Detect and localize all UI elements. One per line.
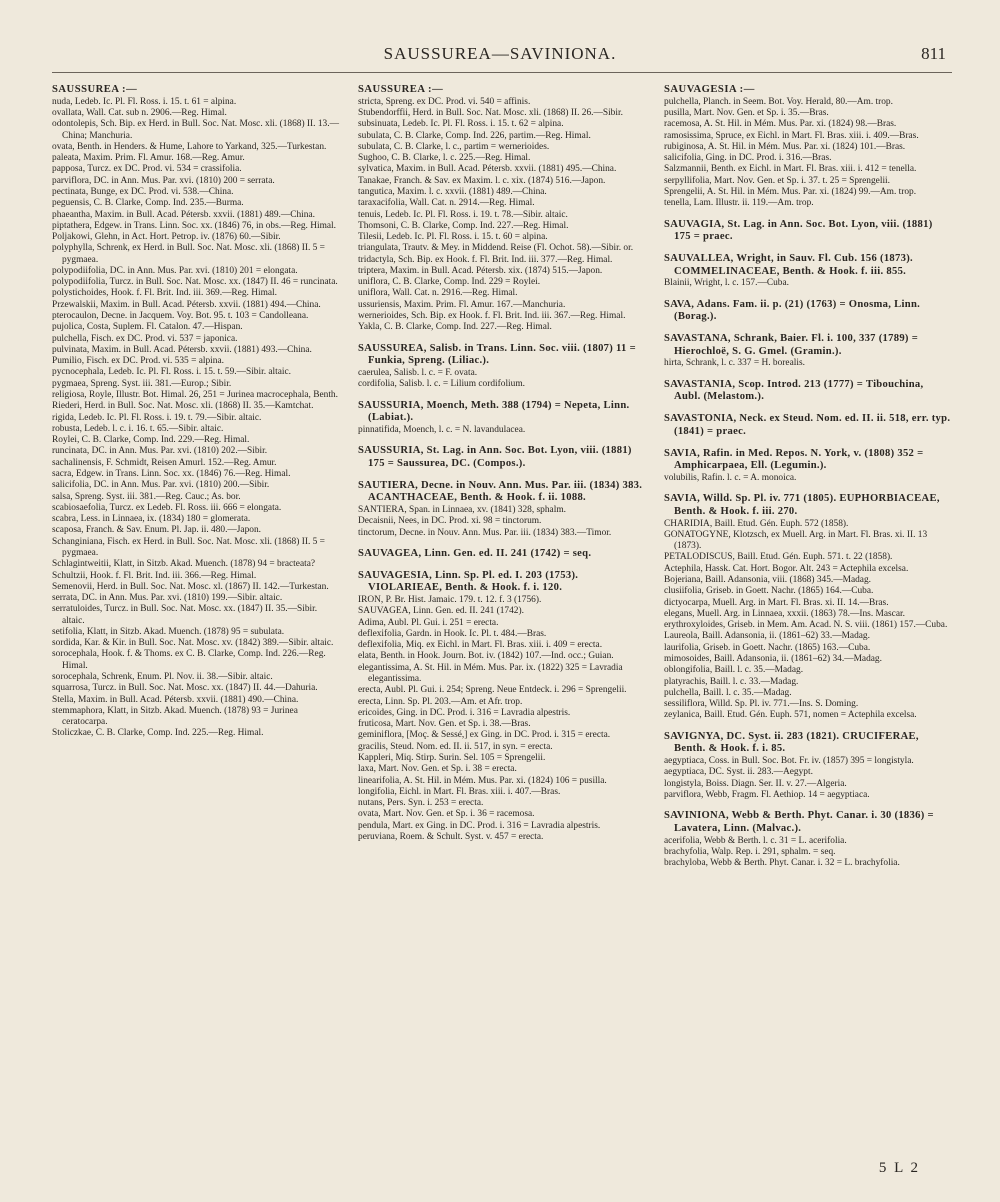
genus-block (664, 810, 952, 869)
genus-line: CHARIDIA, Baill. Etud. Gén. Euph. 572 (1858). (664, 518, 849, 529)
species-entry: Tanakae, Franch. & Sav. ex Maxim. l. c. xix. (1874) 516.—Japon. (358, 175, 606, 186)
genus-line: Bojeriana, Baill. Adansonia, viii. (1868) 345.—Madag. (664, 575, 871, 586)
genus-line: ovata, Mart. Nov. Gen. et Sp. i. 36 = racemosa. (358, 809, 535, 820)
genus-block (358, 400, 646, 437)
species-entry: pygmaea, Spreng. Syst. iii. 381.—Europ.; Sibir. (52, 378, 232, 389)
species-entry: triangulata, Trautv. & Mey. in Middend. Reise (Fl. Ochot. 58).—Sibir. or. (358, 243, 634, 254)
species-entry: Thomsoni, C. B. Clarke, Comp. Ind. 227.—Reg. Himal. (358, 220, 569, 231)
species-entry: serrata, DC. in Ann. Mus. Par. xvi. (1810) 199.—Sibir. altaic. (52, 593, 283, 604)
species-entry: Schultzii, Hook. f. Fl. Brit. Ind. iii. 366.—Reg. Himal. (52, 570, 257, 581)
species-entry: Schanginiana, Fisch. ex Herd. in Bull. Soc. Nat. Mosc. xli. (1868) II. 5 = pygmaea. (52, 536, 325, 558)
genus-line: longifolia, Eichl. in Mart. Fl. Bras. xiii. i. 407.—Bras. (358, 786, 561, 797)
genus-line: elegantissima, A. St. Hil. in Mém. Mus. Par. ix. (1822) 325 = Lavradia elegantissima. (358, 662, 623, 684)
species-entry: pectinata, Bunge, ex DC. Prod. vi. 538.—China. (52, 186, 234, 197)
genus-line: Laureola, Baill. Adansonia, ii. (1861–62) 33.—Madag. (664, 631, 870, 642)
species-entry: Przewalskii, Maxim. in Bull. Acad. Pétersb. xxvii. (1881) 494.—China. (52, 299, 321, 310)
species-entry: Yakla, C. B. Clarke, Comp. Ind. 227.—Reg. Himal. (358, 322, 552, 333)
species-entry: Sughoo, C. B. Clarke, l. c. 225.—Reg. Himal. (358, 153, 531, 164)
genus-line: cordifolia, Salisb. l. c. = Lilium cordifolium. (358, 379, 525, 390)
species-entry: Tilesii, Ledeb. Ic. Pl. Fl. Ross. i. 15. t. 60 = alpina. (358, 232, 548, 243)
genus-heading: SAUVAGEA, Linn. Gen. ed. II. 241 (1742) = seq. (358, 547, 592, 559)
species-entry: sordida, Kar. & Kir. in Bull. Soc. Nat. Mosc. xv. (1842) 389.—Sibir. altaic. (52, 638, 334, 649)
genus-line: pinnatifida, Moench, l. c. = N. lavandulacea. (358, 424, 526, 435)
species-entry: Riederi, Herd. in Bull. Soc. Nat. Mosc. xli. (1868) II. 35.—Kamtchat. (52, 401, 314, 412)
genus-line: geminiflora, [Moç. & Sessé,] ex Ging. in DC. Prod. i. 315 = erecta. (358, 730, 611, 741)
genus-line: caerulea, Salisb. l. c. = F. ovata. (358, 368, 478, 379)
species-entry: uniflora, C. B. Clarke, Comp. Ind. 229 = Roylei. (358, 277, 541, 288)
species-entry: stemmaphora, Klatt, in Sitzb. Akad. Muench. (1878) 93 = Jurinea ceratocarpa. (52, 705, 298, 728)
species-entry: sachalinensis, F. Schmidt, Reisen Amurl. 152.—Reg. Amur. (52, 457, 277, 468)
genus-heading: SAVIA, Rafin. in Med. Repos. N. York, v. (1808) 352 = Amphicarpaea, Ell. (Legumin.). (664, 447, 924, 472)
genus-line: oblongifolia, Baill. l. c. 35.—Madag. (664, 665, 804, 676)
genus-block (358, 480, 646, 539)
genus-block (664, 333, 952, 370)
genus-line: laurifolia, Griseb. in Goett. Nachr. (1865) 163.—Cuba. (664, 642, 871, 653)
genus-line: longistyla, Boiss. Diagn. Ser. II. v. 27.—Algeria. (664, 778, 847, 789)
genus-line: SAUVAGEA, Linn. Gen. ed. II. 241 (1742). (358, 606, 524, 617)
species-entry: runcinata, DC. in Ann. Mus. Par. xvi. (1810) 202.—Sibir. (52, 446, 268, 457)
column-1 (52, 84, 340, 1162)
genus-line: PETALODISCUS, Baill. Etud. Gén. Euph. 571. t. 22 (1858). (664, 552, 893, 563)
species-entry: salicifolia, Ging. in DC. Prod. i. 316.—Bras. (664, 153, 832, 164)
species-entry: ramosissima, Spruce, ex Eichl. in Mart. Fl. Bras. xiii. i. 409.—Bras. (664, 130, 919, 141)
genus-heading: SAUVALLEA, Wright, in Sauv. Fl. Cub. 156 (1873). COMMELINACEAE, Benth. & Hook. f. iii. 855. (664, 252, 913, 277)
species-entry: subsinuata, Ledeb. Ic. Pl. Fl. Ross. i. 15. t. 62 = alpina. (358, 119, 564, 130)
genus-heading: SAVASTANA, Schrank, Baier. Fl. i. 100, 337 (1789) = Hierochloë, S. G. Gmel. (Gramin.). (664, 333, 919, 357)
genus-line: hirta, Schrank, l. c. 337 = H. borealis. (664, 358, 805, 369)
species-entry: salicifolia, DC. in Ann. Mus. Par. xvi. (1810) 200.—Sibir. (52, 480, 270, 491)
species-entry: wernerioides, Sch. Bip. ex Hook. f. Fl. Brit. Ind. iii. 367.—Reg. Himal. (358, 311, 626, 322)
species-entry: tangutica, Maxim. l. c. xxvii. (1881) 489.—China. (358, 186, 547, 197)
genus-line: elegans, Muell. Arg. in Linnaea, xxxii. (1863) 78.—Ins. Mascar. (664, 608, 905, 619)
genus-heading: SAVA, Adans. Fam. ii. p. (21) (1763) = Onosma, Linn. (Borag.). (664, 298, 921, 323)
genus-block (664, 448, 952, 485)
species-entry: piptathera, Edgew. in Trans. Linn. Soc. xx. (1846) 76, in obs.—Reg. Himal. (52, 220, 336, 231)
column-heading: SAUVAGESIA :— (664, 84, 755, 95)
species-entry: ovallata, Wall. Cat. sub n. 2906.—Reg. Himal. (52, 107, 227, 118)
species-entry: serratuloides, Turcz. in Bull. Soc. Nat. Mosc. xx. (1847) II. 35.—Sibir. altaic. (52, 604, 318, 626)
species-entry: ussuriensis, Maxim. Prim. Fl. Amur. 167.—Manchuria. (358, 299, 566, 310)
genus-line: platyrachis, Baill. l. c. 33.—Madag. (664, 676, 799, 687)
species-entry: paleata, Maxim. Prim. Fl. Amur. 168.—Reg. Amur. (52, 153, 245, 164)
species-entry: odontolepis, Sch. Bip. ex Herd. in Bull. Soc. Nat. Mosc. xli. (1868) II. 13.—China; Manchuria. (52, 119, 339, 141)
genus-heading: SAUSSURIA, St. Lag. in Ann. Soc. Bot. Lyon, viii. (1881) 175 = Saussurea, DC. (Compos.). (358, 445, 632, 469)
genus-line: deflexifolia, Miq. ex Eichl. in Mart. Fl. Bras. xiii. i. 409 = erecta. (358, 640, 603, 651)
species-entry: pulchella, Fisch. ex DC. Prod. vi. 537 = japonica. (52, 333, 238, 344)
page-number: 811 (921, 44, 946, 63)
species-entry: tridactyla, Sch. Bip. ex Hook. f. Fl. Brit. Ind. iii. 377.—Reg. Himal. (358, 254, 613, 265)
genus-line: erythroxyloides, Griseb. in Mem. Am. Acad. N. S. viii. (1861) 157.—Cuba. (664, 620, 948, 631)
species-entry: Salzmannii, Benth. ex Eichl. in Mart. Fl. Bras. xiii. i. 412 = tenella. (664, 164, 917, 175)
species-entry: pulchella, Planch. in Seem. Bot. Voy. Herald, 80.—Am. trop. (664, 96, 893, 107)
species-entry: polypodiifolia, Turcz. in Bull. Soc. Nat. Mosc. xx. (1847) II. 46 = runcinata. (52, 277, 338, 288)
genus-block (664, 493, 952, 721)
genus-block (664, 379, 952, 404)
species-entry: tenuis, Ledeb. Ic. Pl. Fl. Ross. i. 19. t. 78.—Sibir. altaic. (358, 209, 568, 220)
species-entry: Roylei, C. B. Clarke, Comp. Ind. 229.—Reg. Himal. (52, 435, 250, 446)
genus-line: acerifolia, Webb & Berth. l. c. 31 = L. acerifolia. (664, 835, 847, 846)
genus-block (664, 731, 952, 802)
genus-line: dictyocarpa, Muell. Arg. in Mart. Fl. Bras. xi. II. 14.—Bras. (664, 597, 889, 608)
species-entry: triptera, Maxim. in Bull. Acad. Pétersb. xix. (1874) 515.—Japon. (358, 265, 603, 276)
species-entry: tenella, Lam. Illustr. ii. 119.—Am. trop. (664, 198, 814, 209)
genus-line: erecta, Aubl. Pl. Gui. i. 254; Spreng. Neue Entdeck. i. 296 = Sprengelii. (358, 685, 627, 696)
genus-heading: SAUSSURIA, Moench, Meth. 388 (1794) = Nepeta, Linn. (Labiat.). (358, 399, 630, 424)
species-entry: rigida, Ledeb. Ic. Pl. Fl. Ross. i. 19. t. 79.—Sibir. altaic. (52, 412, 262, 423)
genus-block (664, 299, 952, 324)
genus-heading: SAUVAGESIA, Linn. Sp. Pl. ed. I. 203 (1753). VIOLARIEAE, Benth. & Hook. f. i. 120. (358, 569, 579, 594)
species-entry: Poljakowi, Glehn, in Act. Hort. Petrop. iv. (1876) 60.—Sibir. (52, 232, 281, 243)
species-entry: salsa, Spreng. Syst. iii. 381.—Reg. Cauc.; As. bor. (52, 491, 241, 502)
genus-line: tinctorum, Decne. in Nouv. Ann. Mus. Par. iii. (1834) 383.—Timor. (358, 527, 612, 538)
column-2 (358, 84, 646, 1162)
genus-heading: SAVINIONA, Webb & Berth. Phyt. Canar. i. 30 (1836) = Lavatera, Linn. (Malvac.). (664, 810, 934, 834)
genus-block (664, 219, 952, 244)
genus-line: SANTIERA, Span. in Linnaea, xv. (1841) 328, sphalm. (358, 505, 566, 516)
species-entry: setifolia, Klatt, in Sitzb. Akad. Muench. (1878) 95 = subulata. (52, 626, 285, 637)
columns (52, 84, 952, 1162)
species-entry: Pumilio, Fisch. ex DC. Prod. vi. 535 = alpina. (52, 356, 224, 367)
section-spacer (664, 210, 952, 219)
genus-heading: SAVIA, Willd. Sp. Pl. iv. 771 (1805). EUPHORBIACEAE, Benth. & Hook. f. iii. 270. (664, 493, 940, 517)
genus-line: Blainii, Wright, l. c. 157.—Cuba. (664, 278, 789, 289)
species-entry: pterocaulon, Decne. in Jacquem. Voy. Bot. 95. t. 103 = Candolleana. (52, 311, 309, 322)
genus-line: fruticosa, Mart. Nov. Gen. et Sp. i. 38.—Bras. (358, 719, 531, 730)
species-entry: squarrosa, Turcz. in Bull. Soc. Nat. Mosc. xx. (1847) II. 44.—Dahuria. (52, 683, 318, 694)
running-head (0, 44, 1000, 68)
species-entry: sylvatica, Maxim. in Bull. Acad. Pétersb. xxvii. (1881) 495.—China. (358, 164, 617, 175)
genus-line: aegyptiaca, DC. Syst. ii. 283.—Aegypt. (664, 767, 813, 778)
page-title: SAUSSUREA—SAVINIONA. (383, 44, 617, 63)
species-entry: Stella, Maxim. in Bull. Acad. Pétersb. xxvii. (1881) 490.—China. (52, 694, 299, 705)
genus-line: pendula, Mart. ex Ging. in DC. Prod. i. 316 = Lavradia alpestris. (358, 820, 601, 831)
species-entry: stricta, Spreng. ex DC. Prod. vi. 540 = affinis. (358, 96, 531, 107)
column-heading: SAUSSUREA :— (358, 84, 444, 95)
printer-signature: 5 L 2 (878, 1160, 920, 1176)
genus-line: deflexifolia, Gardn. in Hook. Ic. Pl. t. 484.—Bras. (358, 628, 547, 639)
species-entry: subulata, C. B. Clarke, Comp. Ind. 226, partim.—Reg. Himal. (358, 130, 591, 141)
species-entry: subulata, C. B. Clarke, l. c., partim = wernerioides. (358, 141, 550, 152)
genus-heading: SAUVAGIA, St. Lag. in Ann. Soc. Bot. Lyon, viii. (1881) 175 = praec. (664, 218, 933, 243)
genus-block (358, 570, 646, 844)
species-entry: pycnocephala, Ledeb. Ic. Pl. Fl. Ross. i. 15. t. 59.—Sibir. altaic. (52, 367, 292, 378)
species-entry: nuda, Ledeb. Ic. Pl. Fl. Ross. i. 15. t. 61 = alpina. (52, 96, 237, 107)
species-entry: Stoliczkae, C. B. Clarke, Comp. Ind. 225.—Reg. Himal. (52, 728, 264, 739)
genus-line: volubilis, Rafin. l. c. = A. monoica. (664, 472, 797, 483)
genus-line: nutans, Pers. Syn. i. 253 = erecta. (358, 798, 484, 809)
column-heading: SAUSSUREA :— (52, 84, 138, 95)
genus-line: elata, Benth. in Hook. Journ. Bot. iv. (1842) 107.—Ind. occ.; Guian. (358, 651, 614, 662)
genus-line: sessiliflora, Willd. Sp. Pl. iv. 771.—Ins. S. Doming. (664, 699, 859, 710)
genus-line: aegyptiaca, Coss. in Bull. Soc. Bot. Fr. iv. (1857) 395 = longistyla. (664, 756, 914, 767)
species-entry: racemosa, A. St. Hil. in Mém. Mus. Par. xi. (1824) 98.—Bras. (664, 119, 897, 130)
genus-heading: SAVASTONIA, Neck. ex Steud. Nom. ed. II. ii. 518, err. typ. (1841) = praec. (664, 413, 951, 437)
species-entry: religiosa, Royle, Illustr. Bot. Himal. 26, 251 = Jurinea macrocephala, Benth. (52, 390, 338, 401)
species-entry: rubiginosa, A. St. Hil. in Mém. Mus. Par. xi. (1824) 101.—Bras. (664, 141, 906, 152)
genus-heading: SAVIGNYA, DC. Syst. ii. 283 (1821). CRUCIFERAE, Benth. & Hook. f. i. 85. (664, 730, 919, 755)
species-entry: sacra, Edgew. in Trans. Linn. Soc. xx. (1846) 76.—Reg. Himal. (52, 468, 291, 479)
genus-heading: SAUTIERA, Decne. in Nouv. Ann. Mus. Par. iii. (1834) 383. ACANTHACEAE, Benth. & Hook. f. ii. 1088. (358, 479, 643, 504)
genus-line: GONATOGYNE, Klotzsch, ex Muell. Arg. in Mart. Fl. Bras. xi. II. 13 (1873). (664, 529, 928, 552)
genus-line: peruviana, Roem. & Schult. Syst. v. 457 = erecta. (358, 831, 544, 842)
genus-line: ericoides, Ging. in DC. Prod. i. 316 = Lavradia alpestris. (358, 707, 571, 718)
species-entry: polypodiifolia, DC. in Ann. Mus. Par. xvi. (1810) 201 = elongata. (52, 265, 298, 276)
genus-line: Kappleri, Miq. Stirp. Surin. Sel. 105 = Sprengelii. (358, 752, 546, 763)
genus-line: Decaisnii, Nees, in DC. Prod. xi. 98 = tinctorum. (358, 516, 542, 527)
genus-block (664, 253, 952, 290)
genus-block (358, 548, 646, 561)
species-entry: sorocephala, Schrenk, Enum. Pl. Nov. ii. 38.—Sibir. altaic. (52, 672, 273, 683)
genus-line: parviflora, Webb, Fragm. Fl. Aethiop. 14 = aegyptiaca. (664, 789, 870, 800)
species-entry: peguensis, C. B. Clarke, Comp. Ind. 235.—Burma. (52, 198, 244, 209)
species-entry: Semenovii, Herd. in Bull. Soc. Nat. Mosc. xl. (1867) II. 142.—Turkestan. (52, 581, 329, 592)
genus-line: pulchella, Baill. l. c. 35.—Madag. (664, 687, 792, 698)
species-entry: Stubendorffii, Herd. in Bull. Soc. Nat. Mosc. xli. (1868) II. 26.—Sibir. (358, 107, 623, 118)
genus-line: gracilis, Steud. Nom. ed. II. ii. 517, in syn. = erecta. (358, 741, 553, 752)
genus-line: erecta, Linn. Sp. Pl. 203.—Am. et Afr. trop. (358, 696, 523, 707)
species-entry: serpyllifolia, Mart. Nov. Gen. et Sp. i. 37. t. 25 = Sprengelii. (664, 175, 891, 186)
species-entry: taraxacifolia, Wall. Cat. n. 2914.—Reg. Himal. (358, 198, 535, 209)
genus-line: clusiifolia, Griseb. in Goett. Nachr. (1865) 164.—Cuba. (664, 586, 874, 597)
genus-block (664, 413, 952, 438)
column-3 (664, 84, 952, 1162)
genus-block (358, 445, 646, 470)
genus-line: Adima, Aubl. Pl. Gui. i. 251 = erecta. (358, 617, 499, 628)
species-entry: scaposa, Franch. & Sav. Enum. Pl. Jap. ii. 480.—Japon. (52, 525, 262, 536)
species-entry: uniflora, Wall. Cat. n. 2916.—Reg. Himal. (358, 288, 518, 299)
species-entry: polyphylla, Schrenk, ex Herd. in Bull. Soc. Nat. Mosc. xli. (1868) II. 5 = pygmaea. (52, 243, 325, 265)
species-entry: pusilla, Mart. Nov. Gen. et Sp. i. 35.—Bras. (664, 107, 829, 118)
species-entry: Sprengelii, A. St. Hil. in Mém. Mus. Par. xi. (1824) 99.—Am. trop. (664, 186, 917, 197)
species-entry: Schlagintweitii, Klatt, in Sitzb. Akad. Muench. (1878) 94 = bracteata? (52, 559, 316, 570)
species-entry: scabiosaefolia, Turcz. ex Ledeb. Fl. Ross. iii. 666 = elongata. (52, 502, 282, 513)
genus-line: Actephila, Hassk. Cat. Hort. Bogor. Alt. 243 = Actephila excelsa. (664, 563, 909, 574)
species-entry: scabra, Less. in Linnaea, ix. (1834) 180 = glomerata. (52, 514, 251, 525)
species-entry: polystichoides, Hook. f. Fl. Brit. Ind. iii. 369.—Reg. Himal. (52, 288, 277, 299)
genus-block (358, 343, 646, 391)
genus-line: brachyfolia, Walp. Rep. i. 291, sphalm. = seq. (664, 846, 836, 857)
genus-line: mimosoides, Baill. Adansonia, ii. (1861–62) 34.—Madag. (664, 653, 882, 664)
species-entry: phaeantha, Maxim. in Bull. Acad. Pétersb. xxvii. (1881) 489.—China. (52, 209, 315, 220)
genus-line: linearifolia, A. St. Hil. in Mém. Mus. Par. xi. (1824) 106 = pusilla. (358, 775, 607, 786)
species-entry: parviflora, DC. in Ann. Mus. Par. xvi. (1810) 200 = serrata. (52, 175, 275, 186)
species-entry: robusta, Ledeb. l. c. i. 16. t. 65.—Sibir. altaic. (52, 423, 224, 434)
species-entry: pujolica, Costa, Suplem. Fl. Catalon. 47.—Hispan. (52, 322, 243, 333)
species-entry: sorocephala, Hook. f. & Thoms. ex C. B. Clarke, Comp. Ind. 226.—Reg. Himal. (52, 649, 326, 671)
genus-line: brachyloba, Webb & Berth. Phyt. Canar. i. 32 = L. brachyfolia. (664, 858, 900, 869)
genus-line: IRON, P. Br. Hist. Jamaic. 179. t. 12. f. 3 (1756). (358, 595, 542, 606)
genus-heading: SAUSSUREA, Salisb. in Trans. Linn. Soc. viii. (1807) 11 = Funkia, Spreng. (Liliac.). (358, 342, 636, 367)
species-entry: papposa, Turcz. ex DC. Prod. vi. 534 = crassifolia. (52, 164, 242, 175)
genus-line: laxa, Mart. Nov. Gen. et Sp. i. 38 = erecta. (358, 764, 517, 775)
species-entry: ovata, Benth. in Henders. & Hume, Lahore to Yarkand, 325.—Turkestan. (52, 141, 327, 152)
species-entry: pulvinata, Maxim. in Bull. Acad. Pétersb. xxvii. (1881) 493.—China. (52, 344, 312, 355)
genus-heading: SAVASTANIA, Scop. Introd. 213 (1777) = Tibouchina, Aubl. (Melastom.). (664, 378, 924, 403)
genus-line: zeylanica, Baill. Etud. Gén. Euph. 571, nomen = Actephila excelsa. (664, 710, 917, 721)
header-rule (52, 72, 952, 73)
section-spacer (358, 334, 646, 343)
